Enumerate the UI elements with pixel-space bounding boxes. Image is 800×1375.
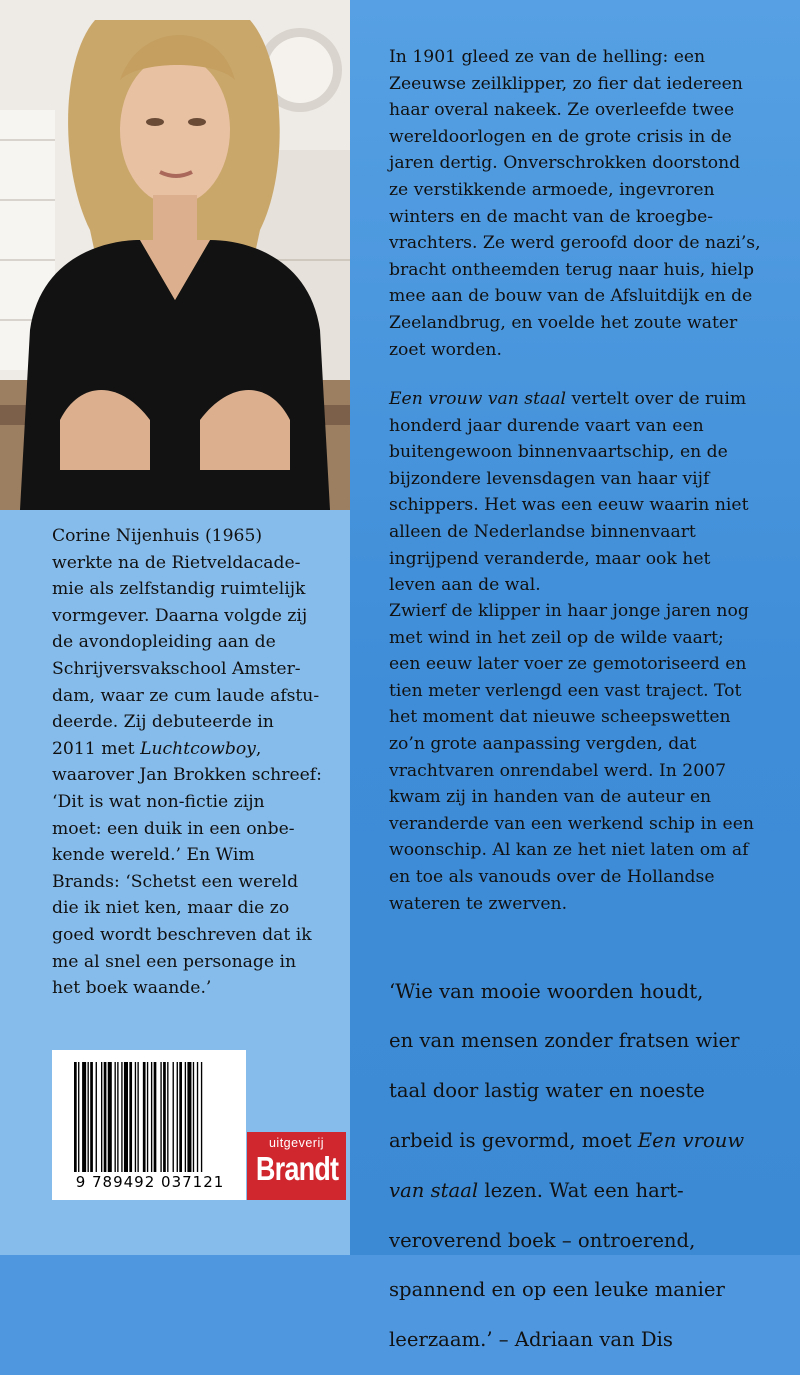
- blurb-line: ze verstikkende armoede, ingevroren: [389, 179, 715, 200]
- bio-line: me al snel een personage in: [52, 951, 297, 972]
- blurb-paragraph-2: [389, 386, 791, 599]
- barcode-bar: [104, 1062, 107, 1172]
- debut-title: Luchtcowboy: [140, 738, 256, 759]
- author-photo: [0, 0, 350, 510]
- quote-line: veroverend boek – ontroerend,: [389, 1228, 696, 1252]
- barcode-bar: [88, 1062, 89, 1172]
- blurb-line: In 1901 gleed ze van de helling: een: [389, 47, 706, 67]
- barcode-bar: [115, 1062, 116, 1172]
- bio-line: kende wereld.’ En Wim: [52, 845, 255, 866]
- review-quote: [389, 957, 797, 1375]
- bio-line: mie als zelfstandig ruimtelijk: [52, 579, 306, 600]
- barcode-bar: [197, 1062, 198, 1172]
- blurb-line: haar overal nakeek. Ze overleefde twee: [389, 100, 735, 121]
- quote-line: [389, 1126, 797, 1156]
- barcode-bar: [151, 1062, 152, 1172]
- blurb-line: en toe als vanouds over de Hollandse: [389, 866, 715, 887]
- barcode-bar: [74, 1062, 77, 1172]
- bio-line: de avondopleiding aan de: [52, 632, 276, 653]
- blurb-line: schippers. Het was een eeuw waarin niet: [389, 495, 749, 516]
- blurb-line: Zeeuwse zeilklipper, zo fier dat iedereen: [389, 73, 743, 94]
- blurb-line: vrachtvaren onrendabel werd. In 2007: [389, 760, 727, 781]
- blurb-line: alleen de Nederlandse binnenvaart: [389, 521, 696, 542]
- bio-line: waarover Jan Brokken schreef:: [52, 765, 322, 786]
- publisher-prefix: uitgeverij: [268, 1136, 325, 1150]
- quote-line: [389, 1176, 797, 1206]
- barcode-bar: [90, 1062, 93, 1172]
- bio-line: ‘Dit is wat non-fictie zijn: [52, 791, 265, 812]
- blurb-line: honderd jaar durende vaart van een: [389, 415, 704, 436]
- bio-text: 2011 met: [52, 738, 135, 759]
- barcode-bar: [96, 1062, 97, 1172]
- blurb-line: het moment dat nieuwe scheepswetten: [389, 707, 731, 728]
- barcode-bar: [160, 1062, 161, 1172]
- bio-line: vormgever. Daarna volgde zij: [52, 605, 308, 626]
- barcode-bar: [135, 1062, 136, 1172]
- book-title: Een vrouw: [637, 1128, 745, 1152]
- bio-line: Schrijversvakschool Amster-: [52, 658, 301, 679]
- blurb-line: buitengewoon binnenvaartschip, en de: [389, 442, 728, 463]
- barcode-bar: [177, 1062, 178, 1172]
- book-title: van staal: [389, 1178, 479, 1202]
- publisher-name: Brandt: [255, 1150, 339, 1187]
- bio-text: ,: [255, 738, 262, 759]
- blurb-line: bijzondere levensdagen van haar vijf: [389, 468, 710, 489]
- blurb-line: met wind in het zeil op de wilde vaart;: [389, 627, 724, 648]
- bio-line: die ik niet ken, maar die zo: [52, 898, 290, 919]
- barcode-bar: [167, 1062, 168, 1172]
- bio-line: goed wordt beschreven dat ik: [52, 924, 312, 945]
- blurb-line: jaren dertig. Onverschrokken doorstond: [389, 153, 741, 174]
- quote-line: en van mensen zonder fratsen wier: [389, 1029, 740, 1053]
- blurb-line: kwam zij in handen van de auteur en: [389, 787, 712, 808]
- quote-line: taal door lastig water en noeste: [389, 1079, 705, 1103]
- blurb-line: vrachters. Ze werd geroofd door de nazi’s,: [389, 233, 761, 254]
- barcode-bar: [201, 1062, 202, 1172]
- barcode-bar: [137, 1062, 138, 1172]
- blurb-line: zoet worden.: [389, 339, 502, 360]
- blurb-text: vertelt over de ruim: [565, 389, 747, 409]
- barcode-bar: [117, 1062, 118, 1172]
- bio-line: [52, 736, 344, 763]
- barcode-number: 9 789492 037121: [75, 1173, 225, 1191]
- blurb-line: Zeelandbrug, en voelde het zoute water: [389, 312, 738, 333]
- barcode-bar: [78, 1062, 79, 1172]
- barcode-bar: [187, 1062, 191, 1172]
- blurb-line: [389, 386, 791, 413]
- barcode-bar: [154, 1062, 157, 1172]
- barcode-bar: [143, 1062, 146, 1172]
- blurb-line: Zwierf de klipper in haar jonge jaren nog: [389, 601, 749, 621]
- blurb-line: leven aan de wal.: [389, 575, 541, 596]
- blurb-line: winters en de macht van de kroegbe-: [389, 206, 714, 227]
- bio-line: het boek waande.’: [52, 978, 212, 999]
- bio-line: Corine Nijenhuis (1965): [52, 526, 263, 546]
- barcode-bar: [179, 1062, 182, 1172]
- bio-line: deerde. Zij debuteerde in: [52, 712, 274, 733]
- quote-text: lezen. Wat een hart-: [478, 1178, 684, 1202]
- barcode-bar: [185, 1062, 186, 1172]
- blurb-line: tien meter verlengd een vast traject. Tot: [389, 680, 742, 701]
- quote-line: spannend en op een leuke manier: [389, 1278, 725, 1302]
- bio-line: moet: een duik in een onbe-: [52, 818, 295, 839]
- quote-line: leerzaam.’ – Adriaan van Dis: [389, 1328, 673, 1352]
- blurb-paragraph-3: [389, 598, 791, 917]
- barcode: [52, 1050, 246, 1200]
- quote-line: ‘Wie van mooie woorden houdt,: [389, 979, 704, 1003]
- barcode-bar: [124, 1062, 128, 1172]
- barcode-bar: [108, 1062, 112, 1172]
- author-portrait-icon: [0, 0, 350, 510]
- blurb-line: woonschip. Al kan ze het niet laten om af: [389, 840, 749, 861]
- blurb-line: wateren te zwerven.: [389, 893, 568, 914]
- barcode-bar: [163, 1062, 166, 1172]
- blurb-line: bracht ontheemden terug naar huis, hielp: [389, 259, 754, 280]
- barcode-bar: [121, 1062, 122, 1172]
- book-title: Een vrouw van staal: [389, 389, 566, 409]
- barcode-bar: [129, 1062, 132, 1172]
- publisher-logo: [247, 1132, 346, 1200]
- blurb-line: wereldoorlogen en de grote crisis in de: [389, 126, 732, 147]
- author-bio: [52, 523, 344, 1002]
- bio-line: dam, waar ze cum laude afstu-: [52, 685, 320, 706]
- bio-line: werkte na de Rietveldacade-: [52, 552, 301, 573]
- bio-line: Brands: ‘Schetst een wereld: [52, 871, 299, 892]
- blurb-line: een eeuw later voer ze gemotoriseerd en: [389, 654, 747, 675]
- barcode-bar: [82, 1062, 86, 1172]
- barcode-bar: [101, 1062, 102, 1172]
- blurb-paragraph-1: [389, 44, 791, 363]
- blurb-line: ingrijpend veranderde, maar ook het: [389, 548, 711, 569]
- quote-text: arbeid is gevormd, moet: [389, 1128, 638, 1152]
- barcode-bar: [147, 1062, 148, 1172]
- blurb-line: veranderde van een werkend schip in een: [389, 813, 754, 834]
- barcode-bar: [193, 1062, 194, 1172]
- barcode-bar: [173, 1062, 174, 1172]
- blurb-line: zo’n grote aanpassing vergden, dat: [389, 733, 697, 754]
- blurb-line: mee aan de bouw van de Afsluitdijk en de: [389, 286, 753, 307]
